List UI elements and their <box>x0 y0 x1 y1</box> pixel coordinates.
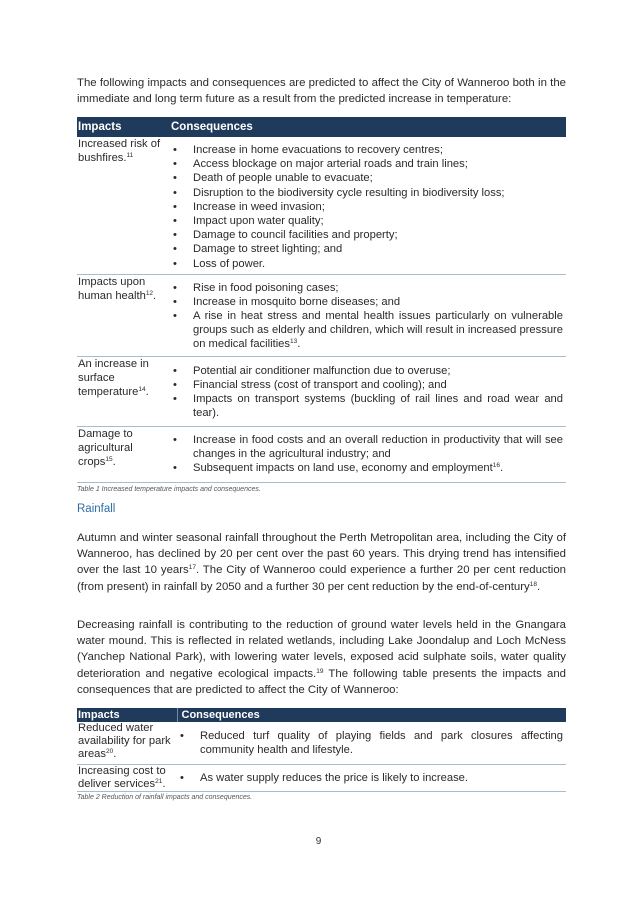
rainfall-heading: Rainfall <box>77 503 116 515</box>
impact-cell: An increase in surface temperature$^{14}$. <box>77 356 170 426</box>
consequence-cell <box>170 137 566 274</box>
list-item: • Death of people unable to evacuate; <box>170 171 563 185</box>
consequences-header: Consequences <box>177 708 566 722</box>
list-item: • Increase in mosquito borne diseases; and <box>170 295 563 309</box>
list-item: • Subsequent impacts on land use, economy and employment$^{16}$. <box>170 461 563 475</box>
impact-cell: Increasing cost to deliver services$^{21}$. <box>77 764 177 791</box>
intro-paragraph: The following impacts and consequences are predicted to affect the City of Wanneroo both in the immediate and long term future as a result from the predicted increase in temperature: <box>77 77 566 105</box>
table-row <box>77 764 566 791</box>
list-item: • Increase in weed invasion; <box>170 200 563 214</box>
rainfall-paragraph-2: Decreasing rainfall is contributing to the reduction of ground water levels held in the Gnangara water mound. This is reflected in related wetlands, including Lake Joondalup and Loch McNess (Yanchep National Park), with lowering water levels, exposed acid sulphate soils, water quality deterioration and negative ecological impacts.$^{19}$ The following table presents the impacts and consequences that are predicted to affect the City of Wanneroo: <box>77 619 566 696</box>
list-item: • Increase in food costs and an overall reduction in productivity that will see changes in the agricultural industry; and <box>170 433 563 461</box>
list-item: • Damage to council facilities and property; <box>170 228 563 242</box>
table-row <box>77 356 566 426</box>
table-header-row <box>77 708 566 722</box>
list-item: • Loss of power. <box>170 257 563 271</box>
list-item: • Damage to street lighting; and <box>170 242 563 256</box>
impacts-header: Impacts <box>77 117 170 137</box>
list-item: • Disruption to the biodiversity cycle resulting in biodiversity loss; <box>170 186 563 200</box>
impact-cell: Damage to agricultural crops$^{15}$. <box>77 426 170 482</box>
list-item: • Increase in home evacuations to recovery centres; <box>170 143 563 157</box>
table-row <box>77 274 566 356</box>
impact-cell: Increased risk of bushfires.$^{11}$ <box>77 137 170 274</box>
impact-cell: Reduced water availability for park areas$^{20}$. <box>77 722 177 764</box>
consequence-cell <box>177 722 566 764</box>
list-item: • Access blockage on major arterial roads and train lines; <box>170 157 563 171</box>
consequence-cell <box>170 426 566 482</box>
impacts-header: Impacts <box>77 708 177 722</box>
page-number: 9 <box>315 836 322 847</box>
table2-caption: Table 2 Reduction of rainfall impacts and consequences. <box>77 794 253 801</box>
table-row <box>77 137 566 274</box>
impact-cell: Impacts upon human health$^{12}$. <box>77 274 170 356</box>
rainfall-paragraph-1: Autumn and winter seasonal rainfall throughout the Perth Metropolitan area, including the City of Wanneroo, has declined by 20 per cent over the past 60 years. This drying trend has intensified over the last 10 years$^{17}$. The City of Wanneroo could experience a further 20 per cent reduction (from present) in rainfall by 2050 and a further 30 per cent reduction by the end-of-century$^{18}$. <box>77 532 566 593</box>
list-item: • A rise in heat stress and mental health issues particularly on vulnerable groups such as elderly and children, which will result in increased pressure on medical facilities$^{13}$. <box>170 309 563 352</box>
table-row <box>77 722 566 764</box>
list-item: • Impact upon water quality; <box>170 214 563 228</box>
list-item: • As water supply reduces the price is likely to increase. <box>177 771 563 785</box>
table1-caption: Table 1 Increased temperature impacts and consequences. <box>77 486 261 493</box>
list-item: • Financial stress (cost of transport and cooling); and <box>170 378 563 392</box>
list-item: • Rise in food poisoning cases; <box>170 281 563 295</box>
list-item: • Potential air conditioner malfunction due to overuse; <box>170 364 563 378</box>
consequence-cell <box>170 356 566 426</box>
consequences-header: Consequences <box>170 117 566 137</box>
table-row <box>77 426 566 482</box>
consequence-cell <box>170 274 566 356</box>
temperature-impacts-table <box>77 117 566 483</box>
list-item: • Impacts on transport systems (buckling of rail lines and road wear and tear). <box>170 392 563 420</box>
list-item: • Reduced turf quality of playing fields and park closures affecting community health and lifestyle. <box>177 729 563 757</box>
table-header-row <box>77 117 566 137</box>
rainfall-impacts-table <box>77 708 566 792</box>
consequence-cell <box>177 764 566 791</box>
